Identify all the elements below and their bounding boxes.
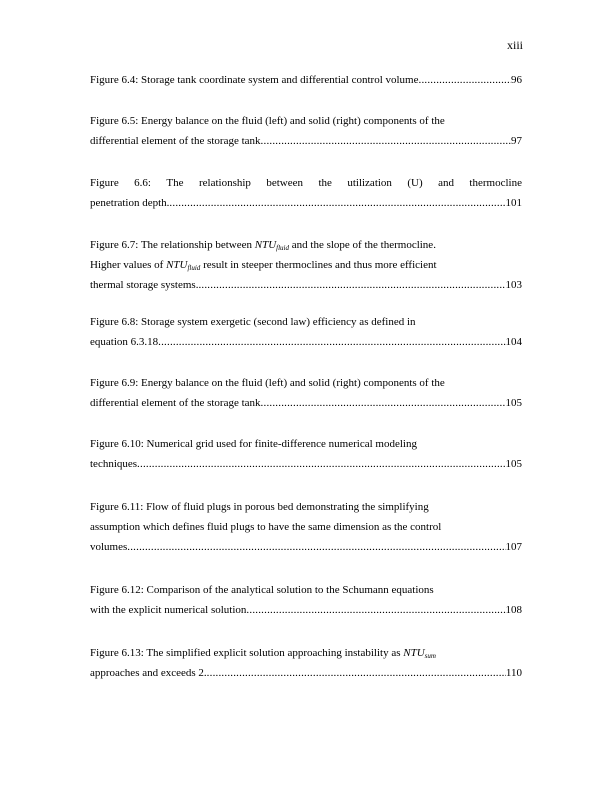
entry-word: and <box>438 177 454 189</box>
entry-text: volumes <box>90 541 128 553</box>
dot-leader <box>261 393 506 413</box>
entry-page-number: 104 <box>505 336 522 348</box>
entry-page-number: 103 <box>505 279 522 291</box>
entry-word: thermocline <box>469 177 522 189</box>
ntu-subscript: sum <box>424 652 436 660</box>
entry-leader-line <box>90 131 522 151</box>
entry-word: the <box>318 177 332 189</box>
list-item-figure-6-9[interactable] <box>90 373 522 413</box>
entry-word: between <box>266 177 303 189</box>
entry-text-line <box>90 235 522 255</box>
dot-leader <box>198 275 505 295</box>
entry-text: Figure 6.7: The relationship between <box>90 239 255 251</box>
entry-text: result in steeper thermoclines and thus more efficient <box>200 259 437 271</box>
ntu-symbol: NTU <box>166 259 188 271</box>
entry-leader-line <box>90 275 522 295</box>
entry-leader-line <box>90 70 522 90</box>
list-item-figure-6-12[interactable] <box>90 580 522 620</box>
entry-word: 6.6: <box>134 177 151 189</box>
list-item-figure-6-13[interactable] <box>90 643 522 683</box>
entry-page-number: 97 <box>511 135 522 147</box>
list-item-figure-6-11[interactable] <box>90 497 522 557</box>
ntu-subscript: fluid <box>276 244 290 252</box>
ntu-subscript: fluid <box>187 264 201 272</box>
dot-leader <box>261 131 511 151</box>
entry-leader-line <box>90 537 522 557</box>
dot-leader <box>207 663 506 683</box>
list-item-figure-6-10[interactable] <box>90 434 522 474</box>
entry-leader-line <box>90 663 522 683</box>
entry-page-number: 101 <box>505 197 522 209</box>
list-item-figure-6-5[interactable] <box>90 111 522 151</box>
entry-leader-line <box>90 332 522 352</box>
entry-text: penetration depth. <box>90 197 170 209</box>
entry-page-number: 107 <box>505 541 522 553</box>
entry-text-line <box>90 255 522 275</box>
entry-page-number: 108 <box>505 604 522 616</box>
entry-text: assumption which defines fluid plugs to have the same dimension as the control <box>90 521 442 533</box>
list-item-figure-6-7[interactable] <box>90 235 522 295</box>
entry-word: utilization <box>347 177 392 189</box>
entry-text: Figure 6.8: Storage system exergetic (second law) efficiency as defined in <box>90 316 416 328</box>
ntu-symbol: NTU <box>254 239 277 251</box>
entry-text: Higher values of <box>90 259 167 271</box>
ntu-symbol: NTU <box>403 647 425 659</box>
entry-justified-line <box>90 173 522 193</box>
page-number: xiii <box>506 38 523 52</box>
entry-text: Figure 6.11: Flow of fluid plugs in porous bed demonstrating the simplifying <box>90 501 429 513</box>
entry-page-number: 96 <box>511 74 522 86</box>
entry-page-number: 110 <box>505 667 522 679</box>
entry-page-number: 105 <box>505 397 522 409</box>
dot-leader <box>169 193 505 213</box>
entry-text: Figure 6.9: Energy balance on the fluid (left) and solid (right) components of the <box>90 377 445 389</box>
dot-leader <box>137 454 505 474</box>
entry-leader-line <box>90 454 522 474</box>
entry-word: (U) <box>407 177 423 189</box>
entry-text: with the explicit numerical solution <box>90 604 247 616</box>
entry-text: techniques <box>90 458 138 470</box>
entry-leader-line <box>90 600 522 620</box>
list-item-figure-6-6[interactable] <box>90 173 522 213</box>
entry-leader-line <box>90 393 522 413</box>
dot-leader <box>419 70 512 90</box>
entry-text: approaches and exceeds 2. <box>90 667 207 679</box>
entry-word: relationship <box>198 177 251 189</box>
dot-leader <box>246 600 505 620</box>
entry-word: Figure <box>90 177 119 189</box>
entry-text: Figure 6.12: Comparison of the analytical solution to the Schumann equations <box>90 584 434 596</box>
entry-text: equation 6.3.18 <box>90 336 159 348</box>
entry-text: and the slope of the thermocline. <box>289 239 436 251</box>
entry-page-number: 105 <box>505 458 522 470</box>
dot-leader <box>127 537 505 557</box>
entry-text: differential element of the storage tank <box>90 135 261 147</box>
entry-text: thermal storage systems. <box>90 279 199 291</box>
entry-text: Figure 6.13: The simplified explicit solution approaching instability as <box>90 647 404 659</box>
entry-leader-line <box>90 193 522 213</box>
entry-text: Figure 6.10: Numerical grid used for finite-difference numerical modeling <box>90 438 417 450</box>
list-item-figure-6-4[interactable] <box>90 70 522 90</box>
entry-text: differential element of the storage tank <box>90 397 261 409</box>
entry-text-line <box>90 643 522 663</box>
entry-text: Figure 6.4: Storage tank coordinate system and differential control volume <box>90 74 419 86</box>
entry-text: Figure 6.5: Energy balance on the fluid (left) and solid (right) components of the <box>90 115 445 127</box>
entry-word: The <box>166 177 184 189</box>
dot-leader <box>158 332 505 352</box>
list-item-figure-6-8[interactable] <box>90 312 522 352</box>
